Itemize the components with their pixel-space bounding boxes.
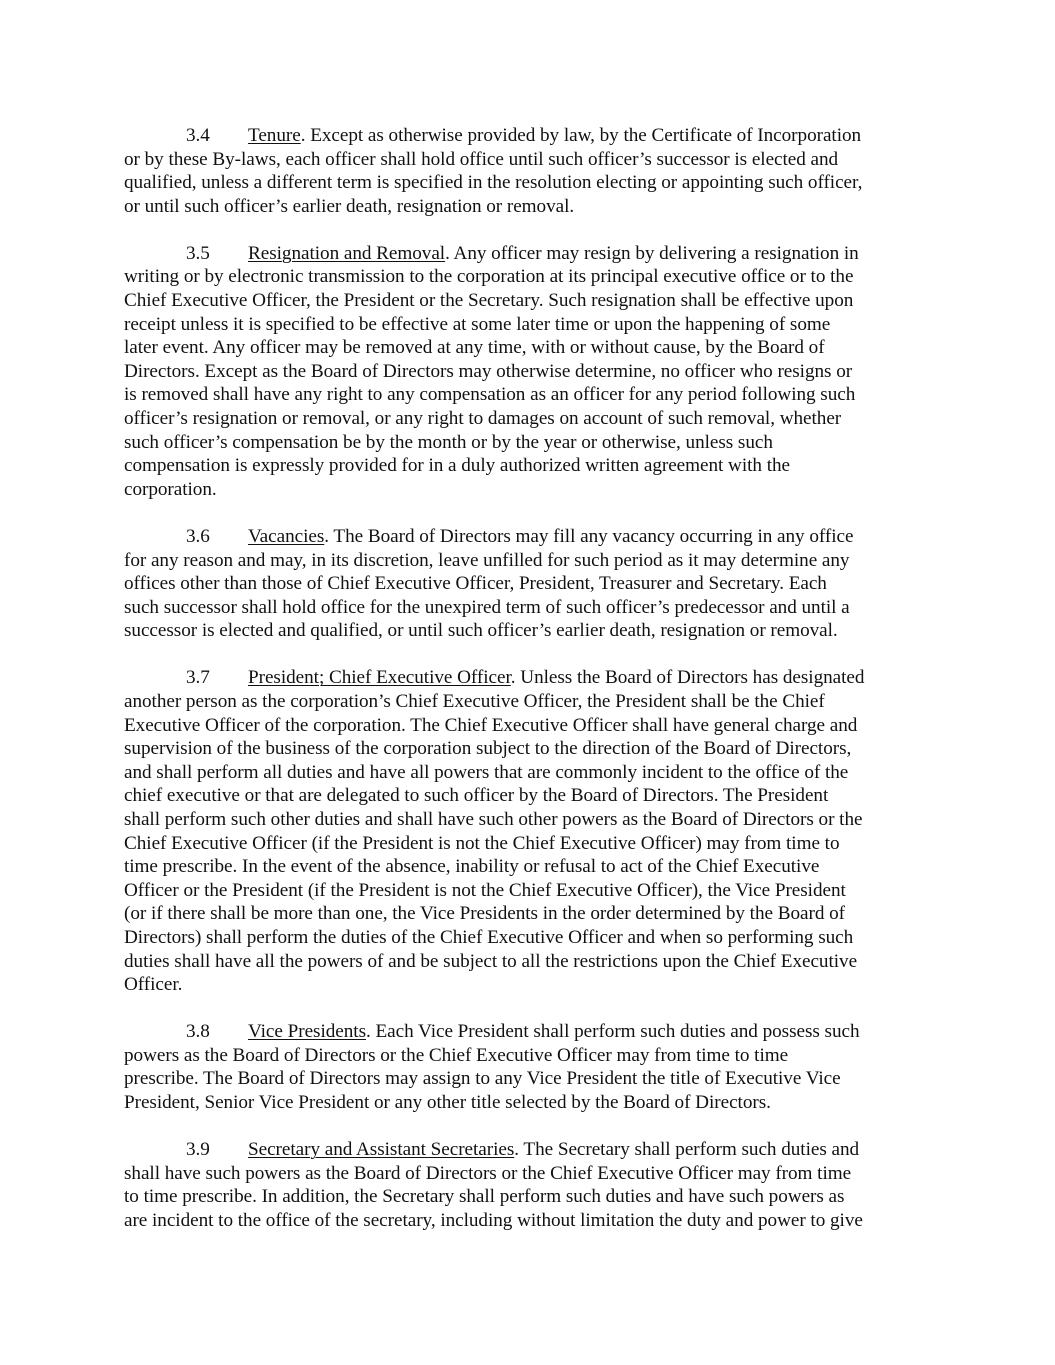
section-heading: Resignation and Removal xyxy=(248,242,446,264)
section-first-line xyxy=(124,124,944,148)
section-line: compensation is expressly provided for in a duly authorized written agreement with the xyxy=(124,455,791,477)
section-line: President, Senior Vice President or any other title selected by the Board of Directors. xyxy=(124,1091,771,1113)
section-text: . The Board of Directors may fill any vacancy occurring in any office xyxy=(324,525,854,547)
section-line: duties shall have all the powers of and be subject to all the restrictions upon the Chief Executive xyxy=(124,950,858,972)
section-number: 3.6 xyxy=(186,525,210,547)
section-line: time prescribe. In the event of the absence, inability or refusal to act of the Chief Executive xyxy=(124,856,820,878)
section-line: or until such officer’s earlier death, resignation or removal. xyxy=(124,195,575,217)
section-3-7 xyxy=(124,666,944,996)
section-line: Chief Executive Officer, the President or the Secretary. Such resignation shall be effective upon xyxy=(124,290,854,312)
section-first-line xyxy=(124,1138,944,1162)
section-line: writing or by electronic transmission to the corporation at its principal executive office or to the xyxy=(124,266,854,288)
section-line: corporation. xyxy=(124,478,217,500)
section-line: Directors) shall perform the duties of the Chief Executive Officer and when so performing such xyxy=(124,926,854,948)
section-line: prescribe. The Board of Directors may assign to any Vice President the title of Executive Vice xyxy=(124,1068,841,1090)
section-line: shall perform such other duties and shall have such other powers as the Board of Directors or the xyxy=(124,808,863,830)
section-line: Executive Officer of the corporation. The Chief Executive Officer shall have general charge and xyxy=(124,714,858,736)
section-number: 3.4 xyxy=(186,125,210,146)
section-3-9 xyxy=(124,1138,944,1232)
section-line: such officer’s compensation be by the month or by the year or otherwise, unless such xyxy=(124,431,773,453)
section-text: . Each Vice President shall perform such duties and possess such xyxy=(366,1021,860,1043)
section-number: 3.7 xyxy=(186,667,210,689)
section-first-line xyxy=(124,242,944,266)
section-3-6 xyxy=(124,525,944,643)
section-3-5 xyxy=(124,242,944,502)
section-line: to time prescribe. In addition, the Secretary shall perform such duties and have such powers as xyxy=(124,1186,845,1208)
section-heading: Vacancies xyxy=(248,525,325,547)
section-line: qualified, unless a different term is specified in the resolution electing or appointing such officer, xyxy=(124,172,863,194)
section-line: Directors. Except as the Board of Directors may otherwise determine, no officer who resigns or xyxy=(124,360,853,382)
section-heading: Vice Presidents xyxy=(248,1021,366,1043)
section-line: another person as the corporation’s Chief Executive Officer, the President shall be the Chief xyxy=(124,690,825,712)
section-line: successor is elected and qualified, or until such officer’s earlier death, resignation or removal. xyxy=(124,620,838,642)
section-line: receipt unless it is specified to be effective at some later time or upon the happening of some xyxy=(124,313,831,335)
section-line: Officer. xyxy=(124,974,183,996)
section-3-8 xyxy=(124,1020,944,1114)
section-line: supervision of the business of the corporation subject to the direction of the Board of Directors, xyxy=(124,738,852,760)
section-line: shall have such powers as the Board of Directors or the Chief Executive Officer may from time xyxy=(124,1162,852,1184)
section-line: offices other than those of Chief Executive Officer, President, Treasurer and Secretary. Each xyxy=(124,573,827,595)
section-line: officer’s resignation or removal, or any right to damages on account of such removal, whether xyxy=(124,408,842,430)
section-line: is removed shall have any right to any compensation as an officer for any period following such xyxy=(124,384,856,406)
section-text: . The Secretary shall perform such duties and xyxy=(514,1139,860,1161)
section-line: are incident to the office of the secretary, including without limitation the duty and power to give xyxy=(124,1209,863,1231)
section-line: powers as the Board of Directors or the Chief Executive Officer may from time to time xyxy=(124,1044,789,1066)
document-page xyxy=(124,124,944,1256)
section-line: later event. Any officer may be removed at any time, with or without cause, by the Board of xyxy=(124,337,825,359)
section-line: chief executive or that are delegated to such officer by the Board of Directors. The President xyxy=(124,785,829,807)
section-first-line xyxy=(124,1020,944,1044)
section-text: . Unless the Board of Directors has designated xyxy=(510,667,865,689)
section-line: and shall perform all duties and have all powers that are commonly incident to the office of the xyxy=(124,761,849,783)
section-first-line xyxy=(124,525,944,549)
section-heading: President; Chief Executive Officer xyxy=(248,667,511,689)
section-3-4 xyxy=(124,124,944,218)
section-number: 3.5 xyxy=(186,242,210,264)
section-line: or by these By-laws, each officer shall hold office until such officer’s successor is elected and xyxy=(124,148,839,170)
section-line: Chief Executive Officer (if the President is not the Chief Executive Officer) may from time to xyxy=(124,832,840,854)
section-text: . Any officer may resign by delivering a resignation in xyxy=(445,242,859,264)
section-line: such successor shall hold office for the unexpired term of such officer’s predecessor and until a xyxy=(124,596,850,618)
section-text: . Except as otherwise provided by law, by the Certificate of Incorporation xyxy=(300,125,862,146)
section-line: (or if there shall be more than one, the Vice Presidents in the order determined by the Board of xyxy=(124,903,845,925)
section-heading: Tenure xyxy=(248,125,301,146)
section-first-line xyxy=(124,666,944,690)
section-heading: Secretary and Assistant Secretaries xyxy=(248,1139,515,1161)
section-line: Officer or the President (if the President is not the Chief Executive Officer), the Vice President xyxy=(124,879,846,901)
section-number: 3.9 xyxy=(186,1139,210,1161)
section-line: for any reason and may, in its discretion, leave unfilled for such period as it may determine any xyxy=(124,549,850,571)
section-number: 3.8 xyxy=(186,1021,210,1043)
